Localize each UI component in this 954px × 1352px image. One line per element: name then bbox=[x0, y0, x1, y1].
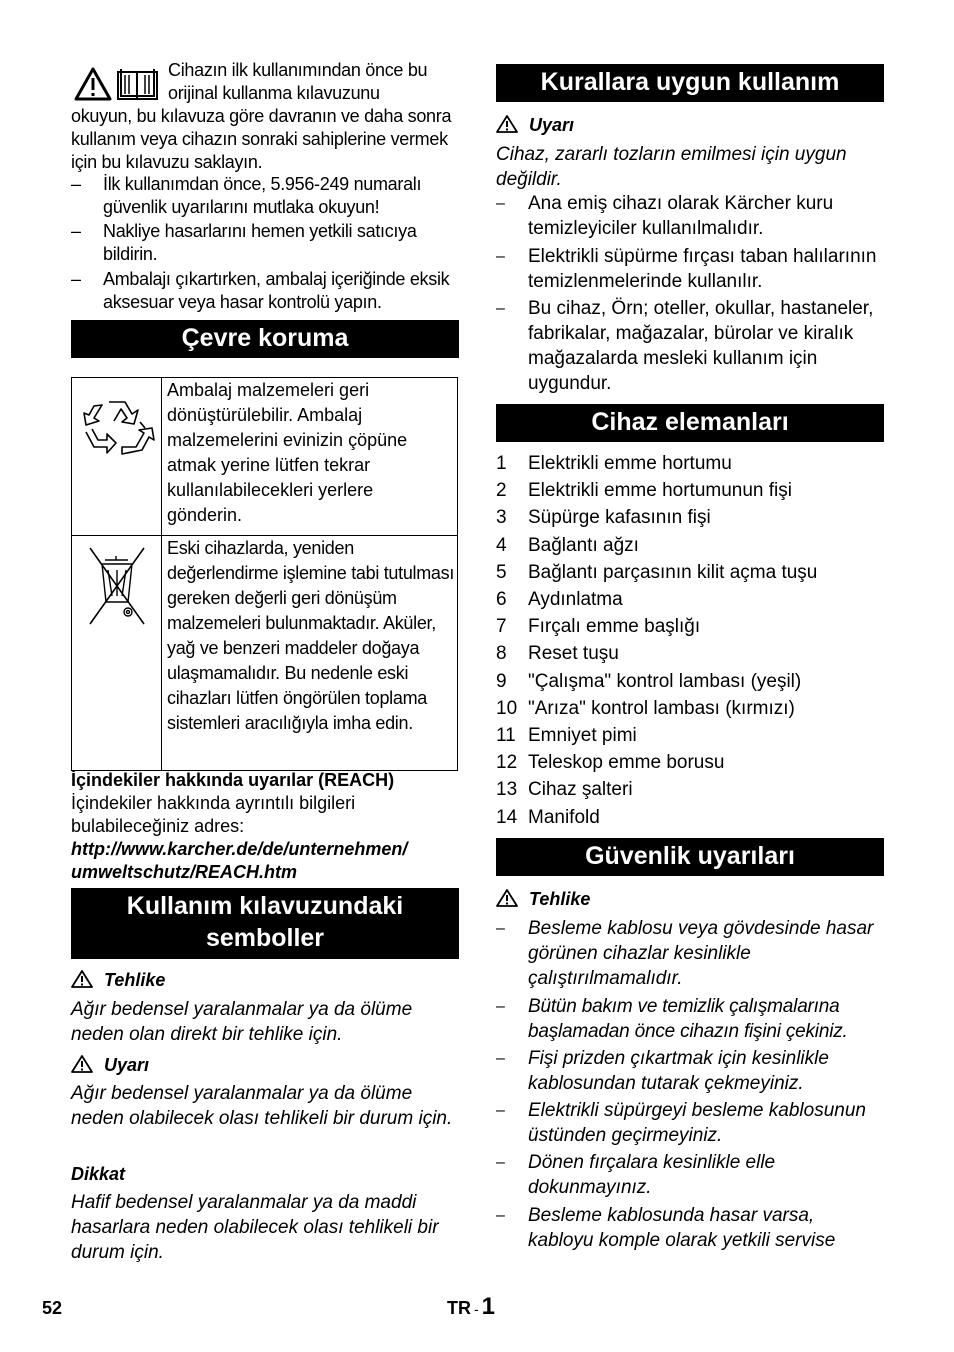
list-item: – Elektrikli süpürgeyi besleme kablosunun üstünden geçirmeyiniz. bbox=[496, 1100, 866, 1146]
parts-item-label: Bağlantı ağzı bbox=[528, 534, 639, 556]
list-item: – Elektrikli süpürme fırçası taban halılarının temizlenmelerinde kullanılır. bbox=[496, 246, 877, 292]
parts-item-label: Emniyet pimi bbox=[528, 725, 637, 746]
parts-item-label: Elektrikli emme hortumu bbox=[528, 453, 732, 474]
intro-text: okuyun, bu kılavuza göre davranın ve daha sonra kullanım veya cihazın sonraki sahiplerine vermek için bu kılavuzu saklayın. bbox=[71, 106, 452, 172]
reach-text: İçindekiler hakkında ayrıntılı bilgileri bulabileceğiniz adres: bbox=[71, 793, 356, 836]
list-item: – İlk kullanımdan önce, 5.956-249 numaralı güvenlik uyarılarını mutlaka okuyun! bbox=[71, 174, 422, 217]
parts-item-number: 8 bbox=[496, 643, 507, 665]
parts-item-number: 9 bbox=[496, 670, 507, 692]
parts-item-label: Reset tuşu bbox=[528, 643, 619, 665]
section-heading-parts: Cihaz elemanları bbox=[496, 404, 884, 442]
list-item: – Besleme kablosunda hasar varsa, kabloyu komple olarak yetkili servise bbox=[496, 1205, 836, 1251]
parts-item-label: "Arıza" kontrol lambası (kırmızı) bbox=[528, 697, 795, 719]
parts-item-number: 11 bbox=[496, 725, 516, 746]
parts-item-number: 13 bbox=[496, 779, 518, 801]
parts-item-label: Elektrikli emme hortumunun fişi bbox=[528, 480, 792, 502]
symbol-warning-text: Ağır bedensel yaralanmalar ya da ölüme neden olabilecek olası tehlikeli bir durum için. bbox=[71, 1083, 453, 1129]
parts-item-number: 3 bbox=[496, 507, 507, 529]
reach-title: İçindekiler hakkında uyarılar (REACH) bbox=[71, 770, 395, 790]
safety-danger-title: Tehlike bbox=[529, 889, 591, 909]
usage-warning-title: Uyarı bbox=[529, 115, 575, 135]
symbol-caution-title: Dikkat bbox=[71, 1164, 126, 1184]
parts-item-number: 2 bbox=[496, 480, 507, 502]
parts-item-label: Süpürge kafasının fişi bbox=[528, 507, 711, 529]
reach-link-line1[interactable]: http://www.karcher.de/de/unternehmen/ bbox=[71, 839, 408, 859]
parts-item-number: 5 bbox=[496, 561, 507, 583]
list-item: – Bütün bakım ve temizlik çalışmalarına başlamadan önce cihazın fişini çekiniz. bbox=[496, 996, 848, 1042]
parts-item-number: 14 bbox=[496, 806, 518, 828]
list-item: – Bu cihaz, Örn; oteller, okullar, hastaneler, fabrikalar, mağazalar, bürolar ve kiralık mağazalarda mesleki kullanım için uygundur. bbox=[496, 298, 874, 394]
parts-item-number: 4 bbox=[496, 534, 507, 556]
list-item: – Ambalajı çıkartırken, ambalaj içeriğinde eksik aksesuar veya hasar kontrolü yapın. bbox=[71, 269, 450, 312]
list-item: – Besleme kablosu veya gövdesinde hasar görünen cihazlar kesinlikle çalıştırılmamalıdır. bbox=[496, 918, 874, 989]
parts-item-label: Fırçalı emme başlığı bbox=[528, 616, 701, 638]
warning-triangle-icon bbox=[496, 114, 520, 134]
table-row bbox=[72, 378, 458, 536]
page-number: 52 bbox=[42, 1298, 63, 1318]
intro-line1: Cihazın ilk kullanımından önce bu bbox=[168, 60, 428, 80]
list-item: – Dönen fırçalara kesinlikle elle dokunmayınız. bbox=[496, 1152, 776, 1198]
parts-item-label: Manifold bbox=[528, 806, 600, 828]
warning-triangle-icon bbox=[71, 1054, 95, 1074]
list-item: – Ana emiş cihazı olarak Kärcher kuru temizleyiciler kullanılmalıdır. bbox=[496, 193, 834, 239]
list-item: – Nakliye hasarlarını hemen yetkili satıcıya bildirin. bbox=[71, 221, 417, 264]
env-text-old-devices: Eski cihazlarda, yeniden değerlendirme işlemine tabi tutulması gereken değerli geri dönüşüm malzemeleri bulunmaktadır. Aküler, yağ ve benzeri maddeler doğaya ulaşmamalıdır. Bu nedenle eski cihazları lütfen öngörülen toplama sistemleri aracılığıyla imha edin. bbox=[167, 538, 455, 733]
symbol-danger-text: Ağır bedensel yaralanmalar ya da ölüme neden olan direkt bir tehlike için. bbox=[71, 999, 413, 1045]
parts-item-number: 12 bbox=[496, 752, 518, 774]
parts-item-label: Bağlantı parçasının kilit açma tuşu bbox=[528, 561, 818, 583]
parts-item-number: 10 bbox=[496, 697, 518, 719]
list-item: – Fişi prizden çıkartmak için kesinlikle kablosundan tutarak çekmeyiniz. bbox=[496, 1048, 829, 1094]
intro-line2: orijinal kullanma kılavuzunu bbox=[168, 83, 380, 103]
table-row bbox=[72, 536, 458, 771]
page-footer-label: TR - 1 bbox=[447, 1293, 496, 1320]
symbol-caution-text: Hafif bedensel yaralanmalar ya da maddi hasarlara neden olabilecek olası tehlikeli bir durum için. bbox=[71, 1192, 439, 1263]
recycle-icon bbox=[72, 378, 161, 530]
section-heading-safety: Güvenlik uyarıları bbox=[496, 838, 884, 876]
parts-item-label: "Çalışma" kontrol lambası (yeşil) bbox=[528, 670, 802, 692]
section-heading-env: Çevre koruma bbox=[71, 320, 459, 358]
env-table bbox=[71, 377, 458, 771]
warning-triangle-icon bbox=[496, 888, 520, 908]
symbol-warning-title: Uyarı bbox=[104, 1055, 150, 1075]
parts-item-label: Teleskop emme borusu bbox=[528, 752, 725, 774]
usage-warning-text: Cihaz, zararlı tozların emilmesi için uygun değildir. bbox=[496, 144, 847, 190]
reach-link-line2[interactable]: umweltschutz/REACH.htm bbox=[71, 862, 298, 882]
section-heading-symbols: Kullanım kılavuzundaki semboller bbox=[71, 888, 459, 959]
parts-item-number: 7 bbox=[496, 616, 507, 638]
section-heading-usage: Kurallara uygun kullanım bbox=[496, 64, 884, 102]
parts-item-label: Cihaz şalteri bbox=[528, 779, 633, 801]
crossed-bin-icon bbox=[72, 536, 161, 765]
warning-triangle-icon bbox=[76, 69, 110, 99]
parts-item-label: Aydınlatma bbox=[528, 589, 623, 610]
parts-item-number: 6 bbox=[496, 589, 507, 610]
warning-manual-icons bbox=[73, 66, 161, 102]
warning-triangle-icon bbox=[71, 969, 95, 989]
parts-item-number: 1 bbox=[496, 453, 507, 474]
env-text-packaging: Ambalaj malzemeleri geri dönüştürülebilir. Ambalaj malzemelerini evinizin çöpüne atmak yerine lütfen tekrar kullanılabilecekleri yerlere gönderin. bbox=[167, 380, 408, 525]
symbol-danger-title: Tehlike bbox=[104, 970, 166, 990]
manual-book-icon bbox=[118, 69, 157, 99]
